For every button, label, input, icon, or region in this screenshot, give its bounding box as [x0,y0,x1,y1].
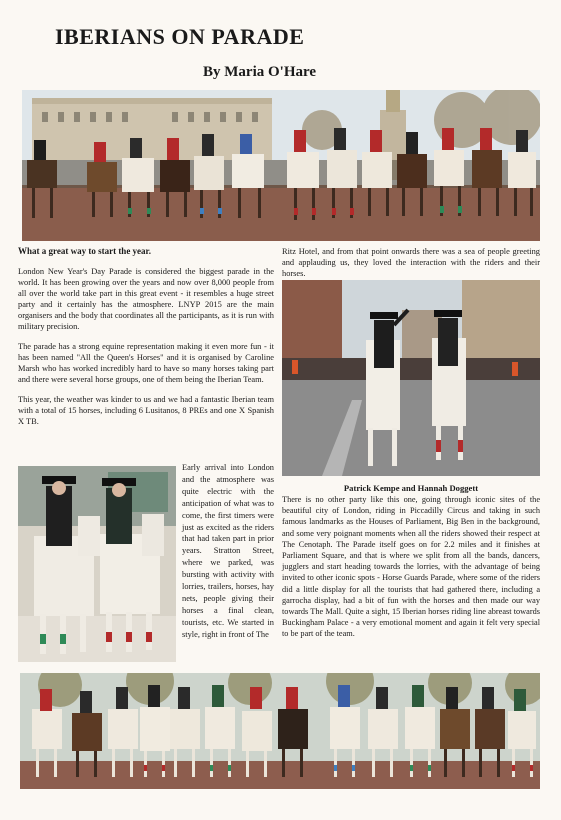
right-column-lower-text: There is no other party like this one, going through iconic sites of the beautiful city of London, riding in Piccadilly Circus and taking in such famous landmarks as the Houses of Parliament, Big Ben in the background, and some very poignant moments when all the riders showed their respect at The Cenotaph. The Parade itself goes on for 2.2 miles and it finishes at Parliament Square, and that is where we split from all the bands, dancers, jugglers and start heading towards the lorries, with the advantage of being invited to other iconic spots - Horse Guards Parade, where some of the riders did a little display for all the tourists that had gathered there, including a garrocha display, had a bit of fun with the horses and then made our way towards The Mall. Quite a sight, 15 Iberian horses riding line abreast towards Buckingham Palace - a very emotional moment and again it felt very special to be part of the team. [282,495,540,639]
photo-caption: Patrick Kempe and Hannah Doggett [343,483,479,493]
paragraph: This year, the weather was kinder to us and we had a fantastic Iberian team with a total of 15 horses, including 6 Lusitanos, 8 PREs and one X Spanish X TB. [18,395,274,426]
article-byline: By Maria O'Hare [203,64,317,80]
paragraph: The parade has a strong equine representation making it even more fun - it has been named "All the Queen's Horses" and it is organised by Caroline Marsh who has worked incredibly hard to have so many horses taking part and there were several horse groups, one of them being the Iberian Team. [18,342,274,384]
article-title: IBERIANS ON PARADE [55,24,305,49]
left-column-lower-text: Early arrival into London and the atmosphere was quite electric with the anticipation of what was to come, the first timers were just as excited as the riders that had taken part in prior years. Stratton Street, where we parked, was bursting with activity with lorries, trailers, horses, hay nets, people giving their horses a final clean, tourists, etc. We started in style, right in front of The [182,463,274,639]
intro-heading: What a great way to start the year. [18,246,151,256]
top-parade-photo [22,90,540,241]
right-column-top-text: Ritz Hotel, and from that point onwards there was a sea of people greeting and applauding us, they loved the interaction with the riders and their horses. [282,247,540,278]
left-column-text [18,266,274,436]
bottom-parade-photo [20,673,540,789]
two-riders-photo [18,466,176,662]
patrick-hannah-photo [282,280,540,476]
paragraph: London New Year's Day Parade is considered the biggest parade in the world. It has been growing over the years and now over 8,000 people from all over the world take part in this great event - it resembles a huge street party and it certainly has the atmosphere. LNYP 2015 are the main organisers and the body that coordinates all the participants, as it is run with military precision. [18,267,274,331]
